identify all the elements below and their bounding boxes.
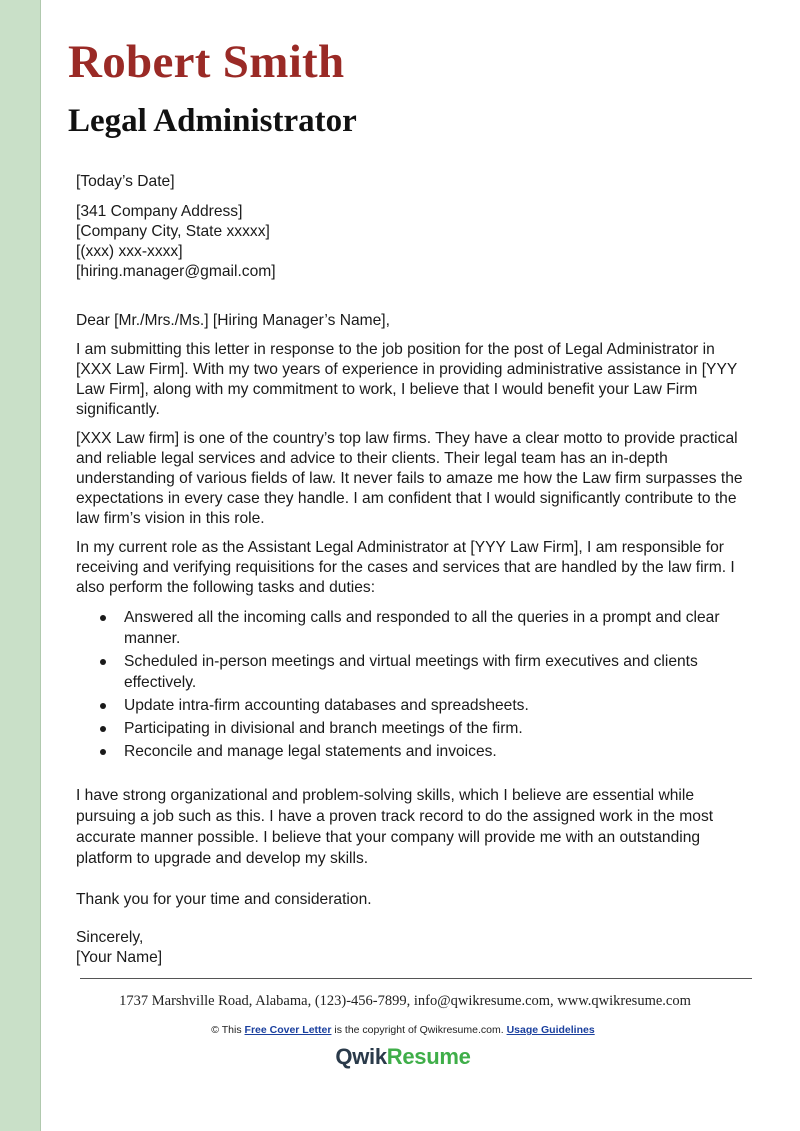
signature-name: [Your Name] (76, 949, 163, 966)
footer-contact: 1737 Marshville Road, Alabama, (123)-456-7899, info@qwikresume.com, www.qwikresume.com (119, 993, 691, 1009)
list-item (76, 651, 748, 693)
logo-part-resume: Resume (386, 1044, 471, 1069)
list-item (76, 741, 748, 762)
thanks-line: Thank you for your time and consideration. (76, 891, 372, 908)
list-item-text: Answered all the incoming calls and responded to all the queries in a prompt and clear manner. (124, 609, 720, 647)
footer-divider (80, 978, 752, 979)
decorative-sidebar (0, 0, 41, 1131)
recipient-address (76, 202, 748, 282)
copyright-prefix: © This (211, 1024, 242, 1036)
list-item-text: Update intra-firm accounting databases and spreadsheets. (124, 697, 529, 714)
free-cover-letter-link[interactable]: Free Cover Letter (244, 1024, 332, 1036)
job-title: Legal Administrator (68, 103, 357, 139)
address-line: [(xxx) xxx-xxxx] (76, 243, 183, 260)
list-item-text: Participating in divisional and branch meetings of the firm. (124, 720, 523, 737)
closing-paragraph: I have strong organizational and problem-solving skills, which I believe are essential while pursuing a job such as this. I have a proven track record to do the assigned work in the most accurate manner possible. I believe that your company will provide me with an outstanding platform to upgrade and develop my skills. (76, 787, 714, 867)
bullet-icon (100, 749, 106, 755)
body-paragraph: In my current role as the Assistant Legal Administrator at [YYY Law Firm], I am responsible for receiving and verifying requisitions for the cases and services that are handled by the law firm. I also perform the following tasks and duties: (76, 539, 735, 596)
bullet-icon (100, 726, 106, 732)
bullet-icon (100, 703, 106, 709)
body-paragraph: I am submitting this letter in response to the job position for the post of Legal Administrator in [XXX Law Firm]. With my two years of experience in providing administrative assistance in [YYY Law Firm], along with my commitment to work, I believe that I would benefit your Law Firm significantly. (76, 341, 737, 418)
letter-date: [Today’s Date] (76, 173, 175, 190)
body-paragraph: [XXX Law firm] is one of the country’s top law firms. They have a clear motto to provide practical and reliable legal services and advice to their clients. Their legal team has an in-depth understanding of various fields of law. It never fails to amaze me how the Law firm surpasses the expectations in every case they handle. I am confident that I would significantly contribute to the law firm’s vision in this role. (76, 430, 743, 527)
list-item (76, 607, 748, 649)
copyright-notice (0, 1024, 800, 1036)
salutation: Dear [Mr./Mrs./Ms.] [Hiring Manager’s Name], (76, 312, 390, 329)
duties-list (76, 607, 748, 762)
list-item (76, 695, 748, 716)
qwikresume-logo[interactable] (0, 1044, 800, 1070)
copyright-middle: is the copyright of Qwikresume.com. (334, 1024, 504, 1036)
address-line: [hiring.manager@gmail.com] (76, 263, 276, 280)
address-line: [341 Company Address] (76, 203, 243, 220)
list-item-text: Scheduled in-person meetings and virtual meetings with firm executives and clients effectively. (124, 653, 698, 691)
applicant-name: Robert Smith (68, 36, 345, 88)
letter-body (76, 172, 748, 968)
logo-part-qwik: Qwik (335, 1044, 387, 1069)
address-line: [Company City, State xxxxx] (76, 223, 270, 240)
bullet-icon (100, 659, 106, 665)
bullet-icon (100, 615, 106, 621)
list-item (76, 718, 748, 739)
list-item-text: Reconcile and manage legal statements and invoices. (124, 743, 497, 760)
usage-guidelines-link[interactable]: Usage Guidelines (506, 1024, 595, 1036)
signoff: Sincerely, (76, 929, 144, 946)
